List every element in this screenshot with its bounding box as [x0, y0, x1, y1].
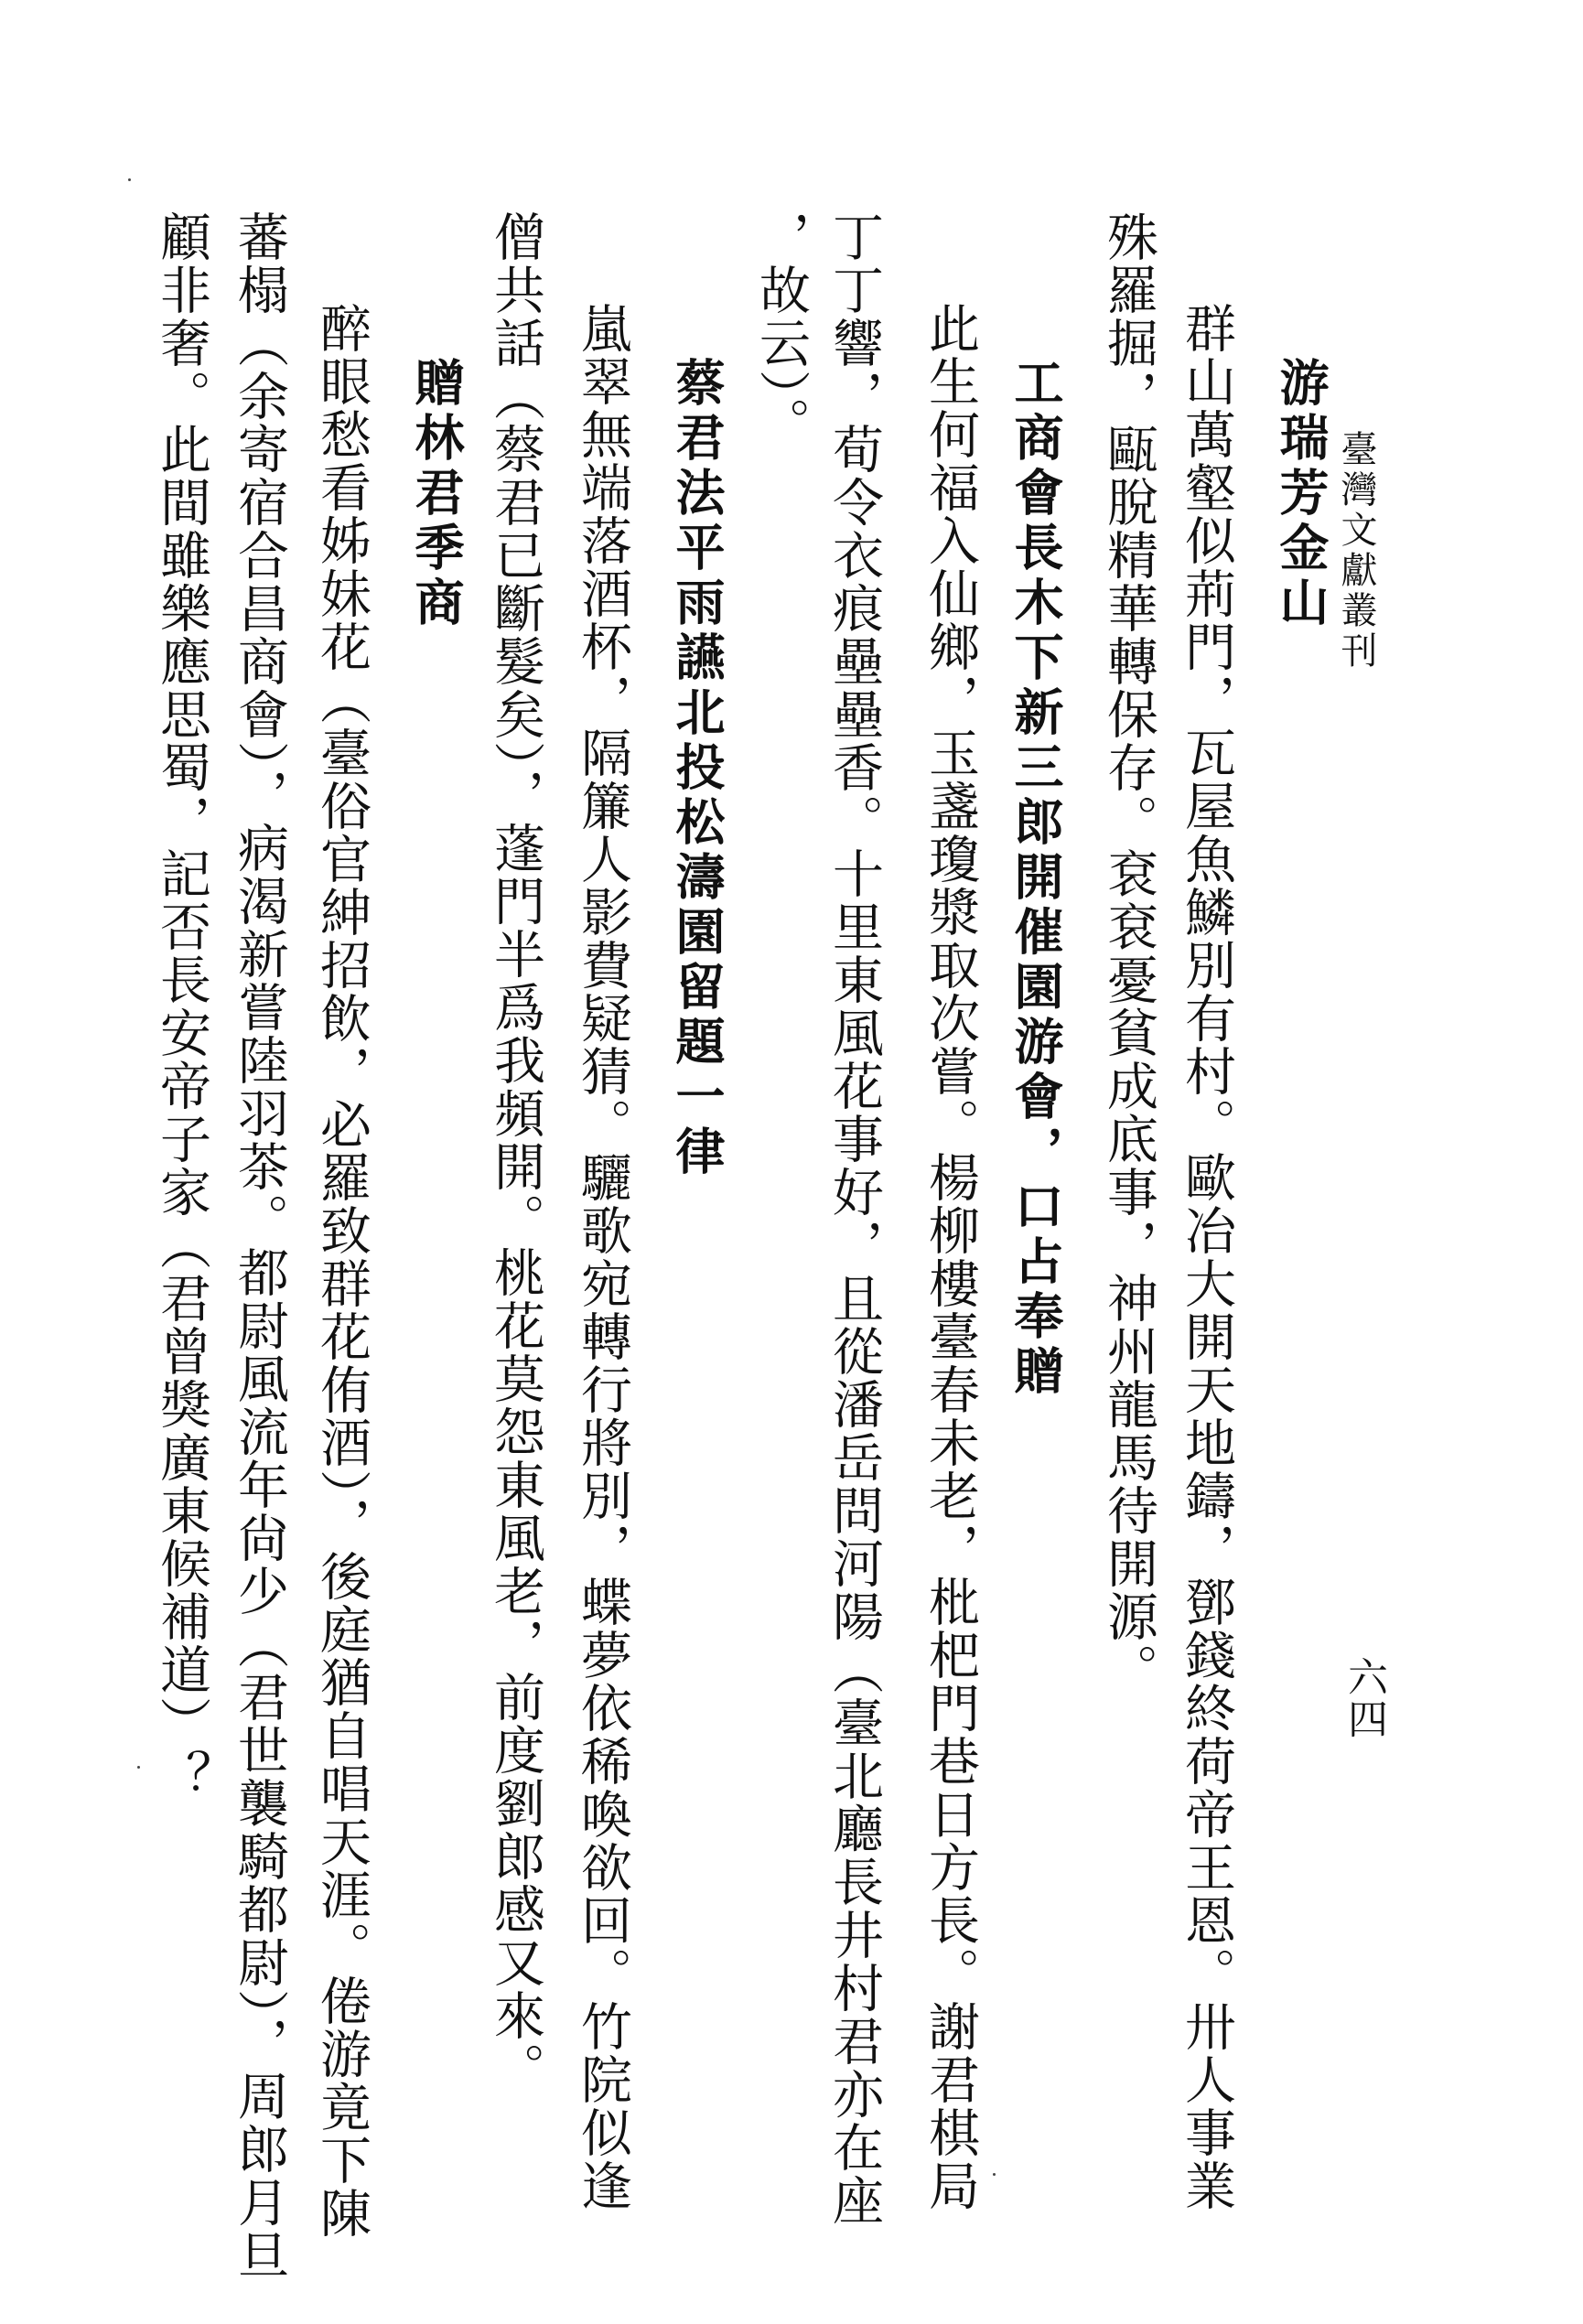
text-column: 醉眼愁看姊妹花（臺俗官紳招飲，必羅致群花侑酒），後庭猶自唱天涯。倦游竟下陳 — [312, 302, 372, 2240]
poem-title-3: 蔡君法平雨讌北投松濤園留題一律 — [668, 357, 727, 1180]
scan-speck — [128, 178, 131, 181]
text-column: 嵐翠無端落酒杯，隔簾人影費疑猜。驪歌宛轉行將別，蝶夢依稀喚欲回。竹院似逢 — [573, 302, 632, 2212]
text-column: 殊羅掘，甌脫精華轉保存。袞袞憂貧成底事，神州龍馬待開源。 — [1099, 210, 1158, 1696]
text-column: 群山萬壑似荊門，瓦屋魚鱗別有村。歐冶大開天地鑄，鄧錢終荷帝王恩。卅人事業 — [1177, 302, 1236, 2212]
poem-title-1: 游瑞芳金山 — [1272, 357, 1330, 631]
poem-title-2: 工商會長木下新三郎開催園游會，口占奉贈 — [1007, 357, 1065, 1400]
text-column: 丁丁響，荀令衣痕壘壘香。十里東風花事好，且從潘岳問河陽（臺北廳長井村君亦在座 — [824, 210, 884, 2227]
text-column: ，故云）。 — [751, 210, 811, 450]
poem-title-4: 贈林君季商 — [407, 357, 466, 631]
text-column: 此生何福入仙鄉，玉盞瓊漿取次嘗。楊柳樓臺春未老，枇杷門巷日方長。謝君棋局 — [921, 302, 980, 2212]
text-column: 蕃榻（余寄宿合昌商會），病渴新嘗陸羽茶。都尉風流年尙少（君世襲騎都尉），周郎月旦 — [230, 210, 289, 2282]
text-column: 顧非奢。此間雖樂應思蜀，記否長安帝子家（君曾獎廣東候補道）？ — [152, 210, 211, 1802]
running-head: 臺灣文獻叢刊 — [1335, 430, 1377, 672]
scan-speck — [993, 2173, 996, 2176]
page-number: 六四 — [1341, 1656, 1387, 1740]
text-column: 僧共話（蔡君已斷髮矣），蓬門半爲我頻開。桃花莫怨東風老，前度劉郎感又來。 — [486, 210, 545, 2095]
scan-speck — [137, 1766, 140, 1769]
